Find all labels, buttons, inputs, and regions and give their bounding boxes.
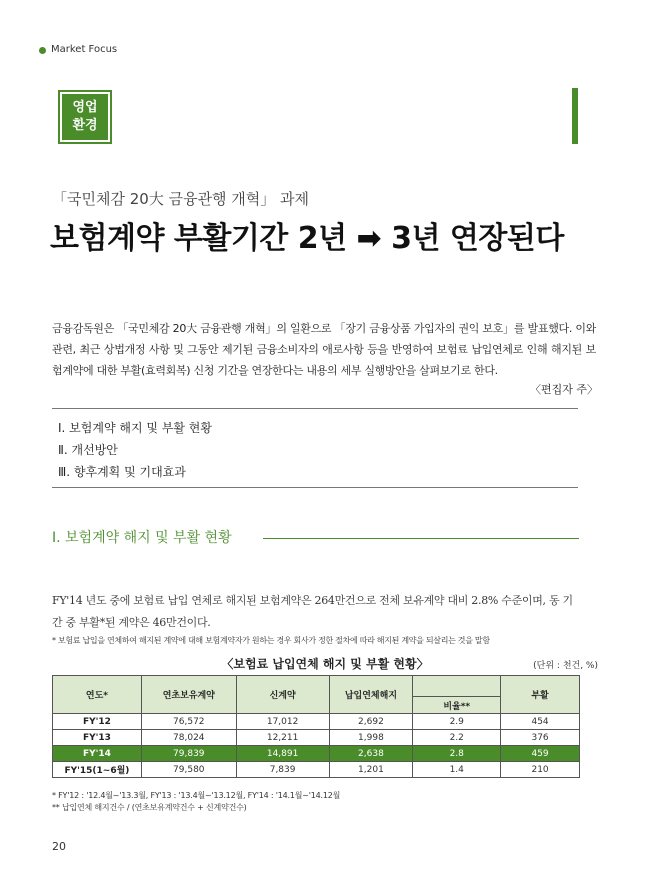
- lapse-revival-table: [52, 675, 580, 778]
- cell-new: 14,891: [236, 746, 329, 762]
- cell-ratio: 2.8: [413, 746, 501, 762]
- cell-lapse: 2,638: [329, 746, 413, 762]
- cell-lapse: 2,692: [329, 714, 413, 730]
- table-row: [53, 762, 580, 778]
- cell-year: FY'13: [53, 730, 142, 746]
- cell-lapse: 1,201: [329, 762, 413, 778]
- col-header-new: 신계약: [236, 676, 329, 714]
- cell-initial: 79,839: [141, 746, 236, 762]
- cell-new: 12,211: [236, 730, 329, 746]
- cell-new: 17,012: [236, 714, 329, 730]
- article-subtitle: 「국민체감 20大 금융관행 개혁」 과제: [52, 190, 310, 208]
- col-header-revival: 부활: [501, 676, 580, 714]
- cell-initial: 76,572: [141, 714, 236, 730]
- section-label: Market Focus: [51, 44, 118, 55]
- cell-initial: 79,580: [141, 762, 236, 778]
- table-row: [53, 730, 580, 746]
- table-row: [53, 714, 580, 730]
- toc-item-1: Ⅰ. 보험계약 해지 및 부활 현황: [58, 421, 212, 435]
- cell-new: 7,839: [236, 762, 329, 778]
- accent-bar: [572, 88, 578, 144]
- col-header-ratio-spacer: [413, 676, 501, 697]
- article-title: 보험계약 부활기간 2년 ➡ 3년 연장된다: [50, 221, 564, 256]
- page-number: 20: [52, 840, 66, 853]
- cell-revival: 454: [501, 714, 580, 730]
- category-badge: [58, 90, 112, 144]
- table-title: 〈보험료 납입연체 해지 및 부활 현황〉: [221, 657, 429, 671]
- section-footnote: * 보험료 납입을 연체하여 해지된 계약에 대해 보험계약자가 원하는 경우 회사가 정한 절차에 따라 해지된 계약을 되살리는 것을 말함: [52, 636, 490, 645]
- table-unit: (단위 : 천건, %): [533, 661, 598, 671]
- table-note-1: * FY'12 : '12.4월~'13.3월, FY'13 : '13.4월~'13.12월, FY'14 : '14.1월~'14.12월: [52, 791, 341, 800]
- section-heading: Ⅰ. 보험계약 해지 및 부활 현황: [52, 530, 232, 546]
- toc-item-2: Ⅱ. 개선방안: [58, 443, 118, 457]
- cell-year: FY'15(1~6월): [53, 762, 142, 778]
- table-row-highlighted: [53, 746, 580, 762]
- editor-note: 〈편집자 주〉: [529, 383, 598, 396]
- col-header-lapse: 납입연체해지: [329, 676, 413, 714]
- section-bullet-icon: [39, 47, 46, 54]
- cell-ratio: 1.4: [413, 762, 501, 778]
- table-note-2: ** 납입연체 해지건수 / (연초보유계약건수 + 신계약건수): [52, 803, 247, 812]
- col-header-ratio: 비율**: [413, 697, 501, 714]
- section-body: FY'14 년도 중에 보험료 납입 연체로 해지된 보험계약은 264만건으로 전체 보유계약 대비 2.8% 수준이며, 동 기간 중 부활*된 계약은 46만건이다.: [52, 594, 573, 629]
- col-header-initial: 연초보유계약: [141, 676, 236, 714]
- col-header-year: 연도*: [53, 676, 142, 714]
- cell-revival: 376: [501, 730, 580, 746]
- section-divider: [263, 538, 579, 539]
- table-of-contents: [52, 408, 578, 488]
- toc-item-3: Ⅲ. 향후계획 및 기대효과: [58, 465, 186, 479]
- cell-revival: 459: [501, 746, 580, 762]
- category-badge-text: 영업 환경: [62, 94, 108, 140]
- cell-ratio: 2.2: [413, 730, 501, 746]
- article-intro: 금융감독원은 「국민체감 20大 금융관행 개혁」의 일환으로 「장기 금융상품 가입자의 권익 보호」를 발표했다. 이와 관련, 최근 상법개정 사항 및 그동안 제기된 금융소비자의 애로사항 등을 반영하여 보험료 납입연체로 인해 해지된 보험계약에 대한 부활(효력회복) 신청 기간을 연장한다는 내용의 세부 실행방안을 살펴보기로 한다.: [52, 322, 596, 377]
- cell-year: FY'12: [53, 714, 142, 730]
- cell-ratio: 2.9: [413, 714, 501, 730]
- cell-initial: 78,024: [141, 730, 236, 746]
- cell-revival: 210: [501, 762, 580, 778]
- cell-lapse: 1,998: [329, 730, 413, 746]
- cell-year: FY'14: [53, 746, 142, 762]
